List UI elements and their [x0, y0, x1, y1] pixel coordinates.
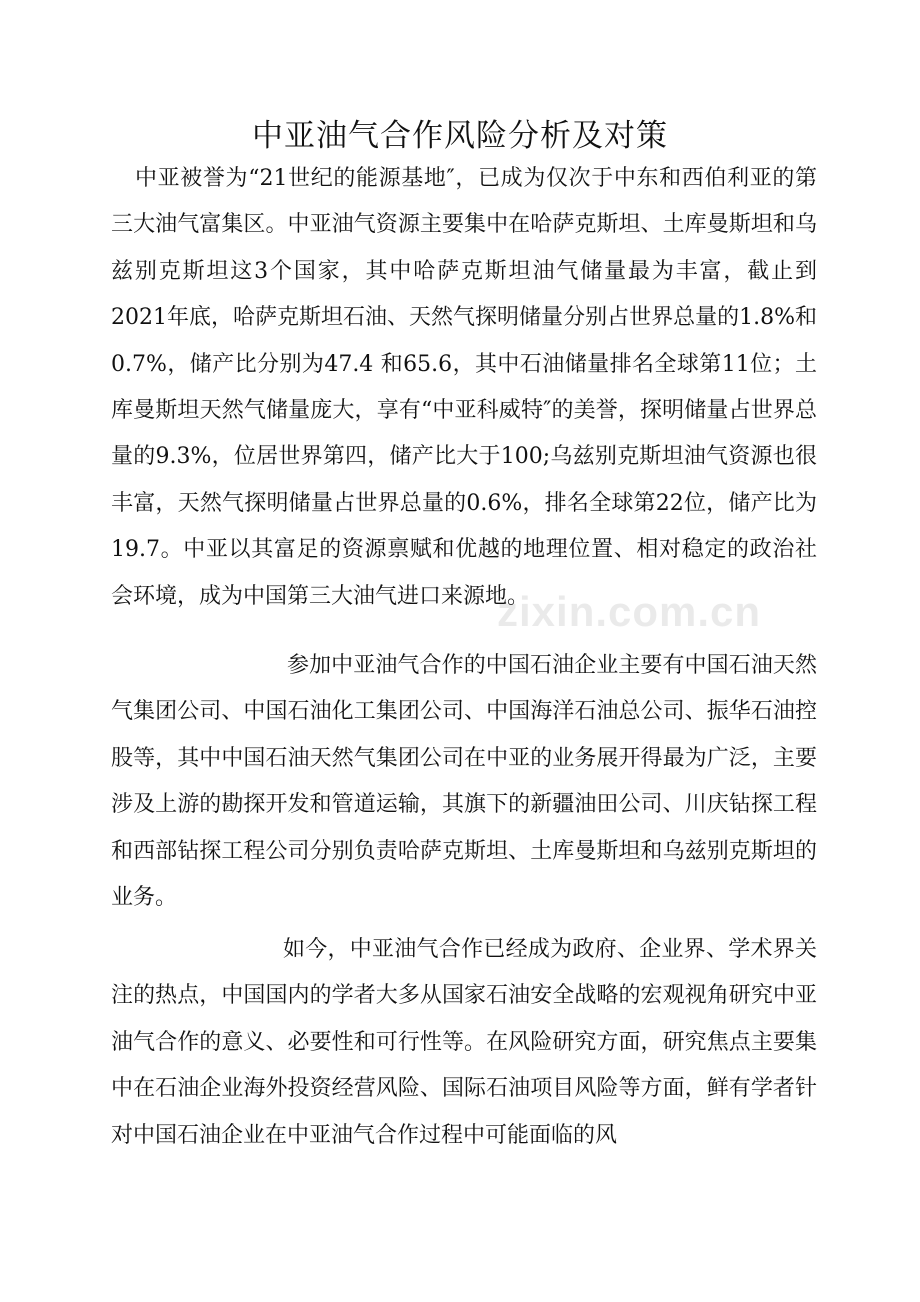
- paragraph-1: 中亚被誉为“21世纪的能源基地″，已成为仅次于中东和西伯利亚的第三大油气富集区。中亚油气资源主要集中在哈萨克斯坦、土库曼斯坦和乌兹别克斯坦这3个国家，其中哈萨克斯坦油气储量最为丰富，截止到2021年底，哈萨克斯坦石油、天然气探明储量分别占世界总量的1.8%和0.7%，储产比分别为47.4 和65.6，其中石油储量排名全球第11位；土库曼斯坦天然气储量庞大，享有“中亚科威特″的美誉，探明储量占世界总量的9.3%，位居世界第四，储产比大于100;乌兹别克斯坦油气资源也很丰富，天然气探明储量占世界总量的0.6%，排名全球第22位，储产比为19.7。中亚以其富足的资源禀赋和优越的地理位置、相对稳定的政治社会环境，成为中国第三大油气进口来源地。: [111, 166, 817, 609]
- paragraph-2: 参加中亚油气合作的中国石油企业主要有中国石油天然气集团公司、中国石油化工集团公司、中国海洋石油总公司、振华石油控股等，其中中国石油天然气集团公司在中亚的业务展开得最为广泛，主要涉及上游的勘探开发和管道运输，其旗下的新疆油田公司、川庆钻探工程和西部钻探工程公司分别负责哈萨克斯坦、土库曼斯坦和乌兹别克斯坦的业务。: [111, 653, 817, 911]
- watermark: zixin.com.cn: [497, 588, 762, 635]
- paragraph-3: 如今，中亚油气合作已经成为政府、企业界、学术界关注的热点，中国国内的学者大多从国家石油安全战略的宏观视角研究中亚油气合作的意义、必要性和可行性等。在风险研究方面，研究焦点主要集中在石油企业海外投资经营风险、国际石油项目风险等方面，鲜有学者针对中国石油企业在中亚油气合作过程中可能面临的风: [111, 937, 817, 1148]
- document-title: 中亚油气合作风险分析及对策: [252, 118, 668, 154]
